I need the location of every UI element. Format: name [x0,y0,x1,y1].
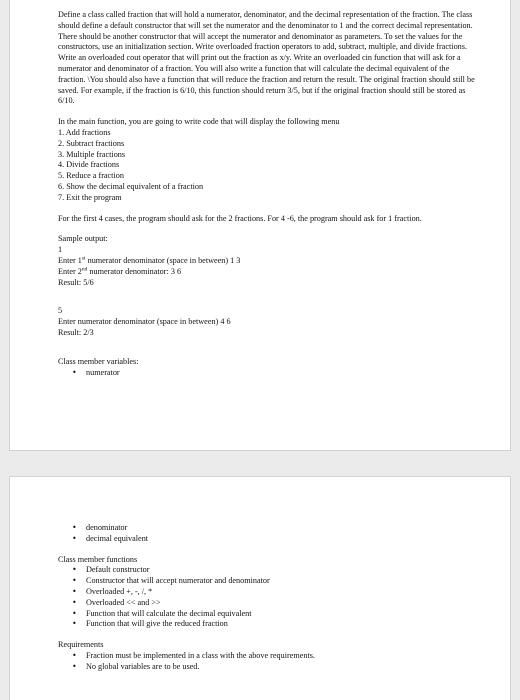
menu-item: 1. Add fractions [58,127,111,137]
list-item: • Overloaded +, -, /, * [86,587,476,598]
menu-intro: In the main function, you are going to write code that will display the following menu [58,117,340,127]
page-2-content [58,523,476,673]
sample-enter-single: Enter numerator denominator (space in between) 4 6 [58,317,231,327]
sample-result-2: Result: 2/3 [58,327,94,337]
requirements-title: Requirements [58,640,104,650]
list-item: • No global variables are to be used. [86,662,476,673]
cases-paragraph: For the first 4 cases, the program should ask for the 2 fractions. For 4 -6, the program should ask for 1 fraction. [58,213,422,223]
list-item: • numerator [86,368,476,379]
sample-result-1: Result: 5/6 [58,277,94,287]
menu-item: 3. Multiple fractions [58,149,126,159]
list-item: • decimal equivalent [86,534,476,545]
member-vars-list [58,368,476,379]
menu-item: 4. Divide fractions [58,160,120,170]
list-item: • Fraction must be implemented in a class with the above requirements. [86,651,476,662]
document-page-1 [9,0,511,451]
menu-item: 7. Exit the program [58,192,122,202]
list-item: • Function that will give the reduced fraction [86,619,476,630]
list-item: • denominator [86,523,476,534]
list-item: • Overloaded << and >> [86,598,476,609]
member-funcs-list [58,565,476,630]
menu-item: 2. Subtract fractions [58,138,125,148]
document-page-2 [9,476,511,700]
list-item: • Function that will calculate the decimal equivalent [86,609,476,620]
menu-item: 6. Show the decimal equivalent of a fraction [58,181,204,191]
menu-list [58,128,476,204]
list-item: • Default constructor [86,565,476,576]
member-vars-title: Class member variables: [58,356,139,366]
menu-item: 5. Reduce a fraction [58,171,124,181]
page-1-content [58,10,476,378]
intro-paragraph: Define a class called fraction that will hold a numerator, denominator, and the decimal representation of the fraction. The class should define a default constructor that will set the numerator and the denominator to 1 and the correct decimal representation. There should be another constructor that will accept the numerator and denominator as parameters. To set the values for the constructors, use an initialization section. Write overloaded fraction operators to add, subtract, multiple, and divide fractions. Write an overloaded cout operator that will print out the fraction as x/y. Write an overloaded cin function that will ask for a numerator and denominator of a fraction. You will also write a function that will calculate the decimal equivalent of the fraction. \You should also have a function that will reduce the fraction and return the result. The original fraction should still be saved. For example, if the fraction is 6/10, this function should return 3/5, but if the original fraction should still be stored as 6/10. [58,10,475,106]
sample-choice-2: 5 [58,306,63,316]
sample-choice-1: 1 [58,245,63,255]
requirements-list [58,651,476,673]
member-vars-list-continued [58,523,476,545]
sample-enter-second: Enter 2nd numerator denominator: 3 6 [58,266,182,276]
sample-enter-first: Enter 1st numerator denominator (space in between) 1 3 [58,255,241,265]
sample-output-title: Sample output: [58,234,108,244]
list-item: • Constructor that will accept numerator and denominator [86,576,476,587]
member-funcs-title: Class member functions [58,554,138,564]
